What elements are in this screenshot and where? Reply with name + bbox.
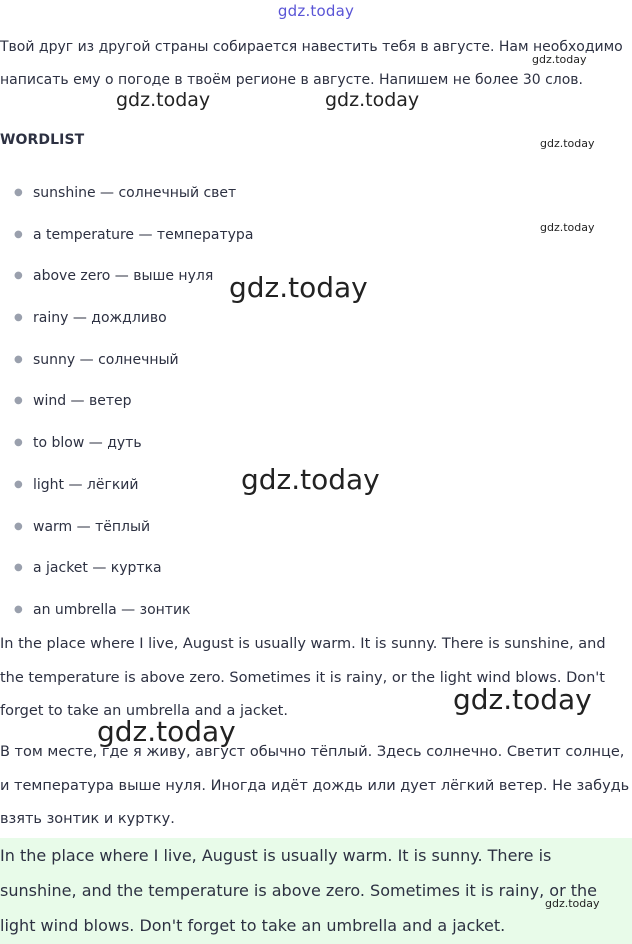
watermark: gdz.today [116, 89, 211, 111]
list-item [0, 339, 632, 381]
task-text: Твой друг из другой страны собирается навестить тебя в августе. Нам необходимо написать ему о погоде в твоём регионе в августе. Напишем не более 30 слов. [0, 39, 623, 88]
word-entry: rainy — дождливо [33, 310, 167, 327]
answer-highlighted-text: In the place where I live, August is usually warm. It is sunny. There is sunshine, and the temperature is above zero. Sometimes it is rainy, or the light wind blows. Don't forget to take an umbrella and a jacket. [0, 846, 597, 935]
bullet-icon: ● [14, 353, 23, 365]
answer-highlight-block [0, 838, 632, 944]
answer-english: In the place where I live, August is usually warm. It is sunny. There is sunshine, and the temperature is above zero. Sometimes it is rainy, or the light wind blows. Don't forget to take an umbrella and a jacket. [0, 636, 606, 719]
watermark: gdz.today [545, 897, 600, 910]
list-item [0, 506, 632, 548]
site-logo[interactable]: gdz.today [277, 2, 355, 20]
list-item [0, 255, 632, 297]
bullet-icon: ● [14, 520, 23, 532]
bullet-icon: ● [14, 312, 23, 324]
word-entry: a jacket — куртка [33, 560, 162, 577]
watermark: gdz.today [325, 89, 420, 111]
list-item [0, 422, 632, 464]
word-entry: light — лёгкий [33, 476, 139, 493]
word-entry: to blow — дуть [33, 435, 142, 452]
list-item [0, 297, 632, 339]
bullet-icon: ● [14, 437, 23, 449]
word-entry: an umbrella — зонтик [33, 601, 191, 618]
bullet-icon: ● [14, 395, 23, 407]
bullet-icon: ● [14, 187, 23, 198]
bullet-icon: ● [14, 603, 23, 615]
bullet-icon: ● [14, 478, 23, 490]
watermark: gdz.today [97, 715, 236, 748]
watermark: gdz.today [229, 271, 368, 304]
watermark: gdz.today [532, 53, 587, 66]
word-entry: a temperature — температура [33, 226, 254, 243]
list-item [0, 547, 632, 589]
watermark: gdz.today [540, 221, 595, 234]
bullet-icon: ● [14, 270, 23, 282]
bullet-icon: ● [14, 228, 23, 240]
word-entry: above zero — выше нуля [33, 268, 214, 285]
word-entry: wind — ветер [33, 393, 132, 410]
list-item [0, 464, 632, 506]
list-item [0, 589, 632, 631]
word-entry: warm — тёплый [33, 518, 151, 535]
wordlist-heading: WORDLIST [0, 132, 85, 148]
list-item [0, 172, 632, 214]
watermark: gdz.today [453, 683, 592, 716]
watermark: gdz.today [540, 137, 595, 150]
watermark: gdz.today [241, 463, 380, 496]
word-list [0, 172, 632, 631]
list-item [0, 380, 632, 422]
list-item [0, 214, 632, 256]
word-entry: sunshine — солнечный свет [33, 185, 237, 201]
answer-russian: В том месте, где я живу, август обычно тёплый. Здесь солнечно. Светит солнце, и температура выше нуля. Иногда идёт дождь или дует лёгкий ветер. Не забудь взять зонтик и куртку. [0, 744, 630, 827]
word-entry: sunny — солнечный [33, 351, 179, 368]
bullet-icon: ● [14, 562, 23, 574]
